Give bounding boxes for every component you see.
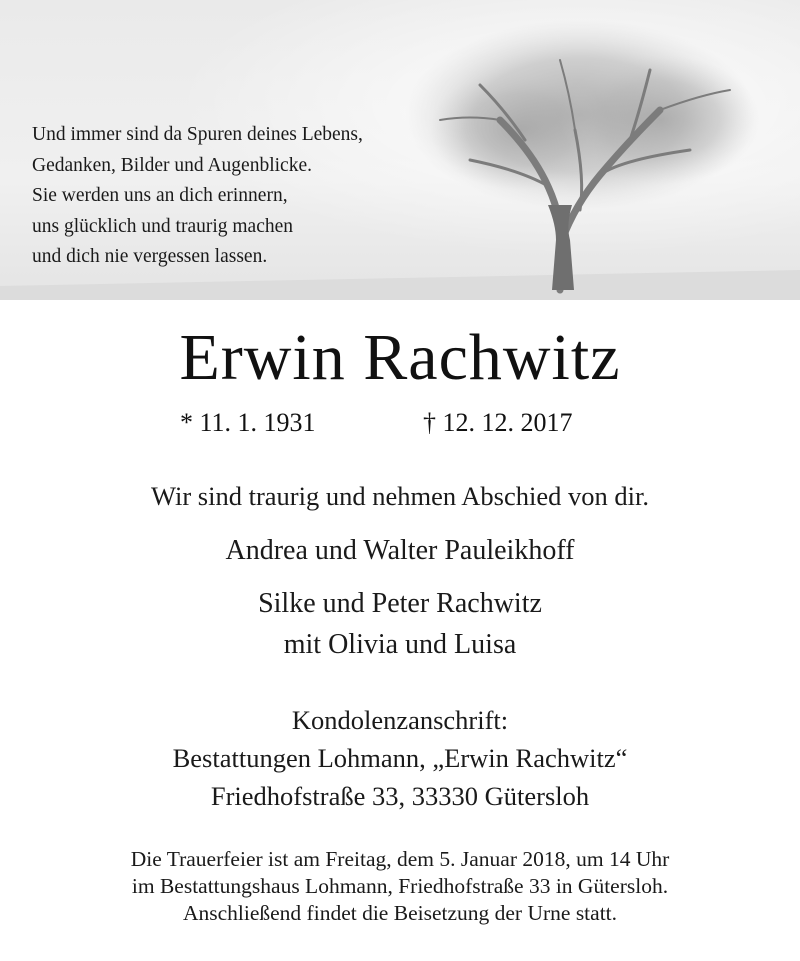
poem-line: Sie werden uns an dich erinnern, xyxy=(32,185,288,206)
life-dates xyxy=(0,408,800,448)
ceremony-line: Die Trauerfeier ist am Freitag, dem 5. Januar 2018, um 14 Uhr xyxy=(130,847,670,871)
poem-line: und dich nie vergessen lassen. xyxy=(32,246,268,267)
poem-line: Gedanken, Bilder und Augenblicke. xyxy=(32,154,312,176)
birth-date: * 11. 1. 1931 xyxy=(180,408,316,437)
condolence-recipient: Bestattungen Lohmann, „Erwin Rachwitz“ xyxy=(172,743,628,773)
poem xyxy=(32,120,492,273)
deceased-name: Erwin Rachwitz xyxy=(179,321,621,394)
mourner-line: Silke und Peter Rachwitz xyxy=(258,588,542,619)
mourner-line: Andrea und Walter Pauleikhoff xyxy=(225,535,575,566)
mourner-line: mit Olivia und Luisa xyxy=(283,629,517,660)
poem-line: uns glücklich und traurig machen xyxy=(32,215,294,237)
death-date: † 12. 12. 2017 xyxy=(423,408,573,437)
farewell-text: Wir sind traurig und nehmen Abschied von dir. xyxy=(151,481,649,511)
ceremony-line: im Bestattungshaus Lohmann, Friedhofstraße 33 in Gütersloh. xyxy=(131,874,669,898)
condolence-heading: Kondolenzanschrift: xyxy=(291,705,509,735)
poem-line: Und immer sind da Spuren deines Lebens, xyxy=(32,124,363,145)
condolence-address: Friedhofstraße 33, 33330 Gütersloh xyxy=(210,781,590,811)
ceremony-line: Anschließend findet die Beisetzung der Urne statt. xyxy=(182,901,618,925)
